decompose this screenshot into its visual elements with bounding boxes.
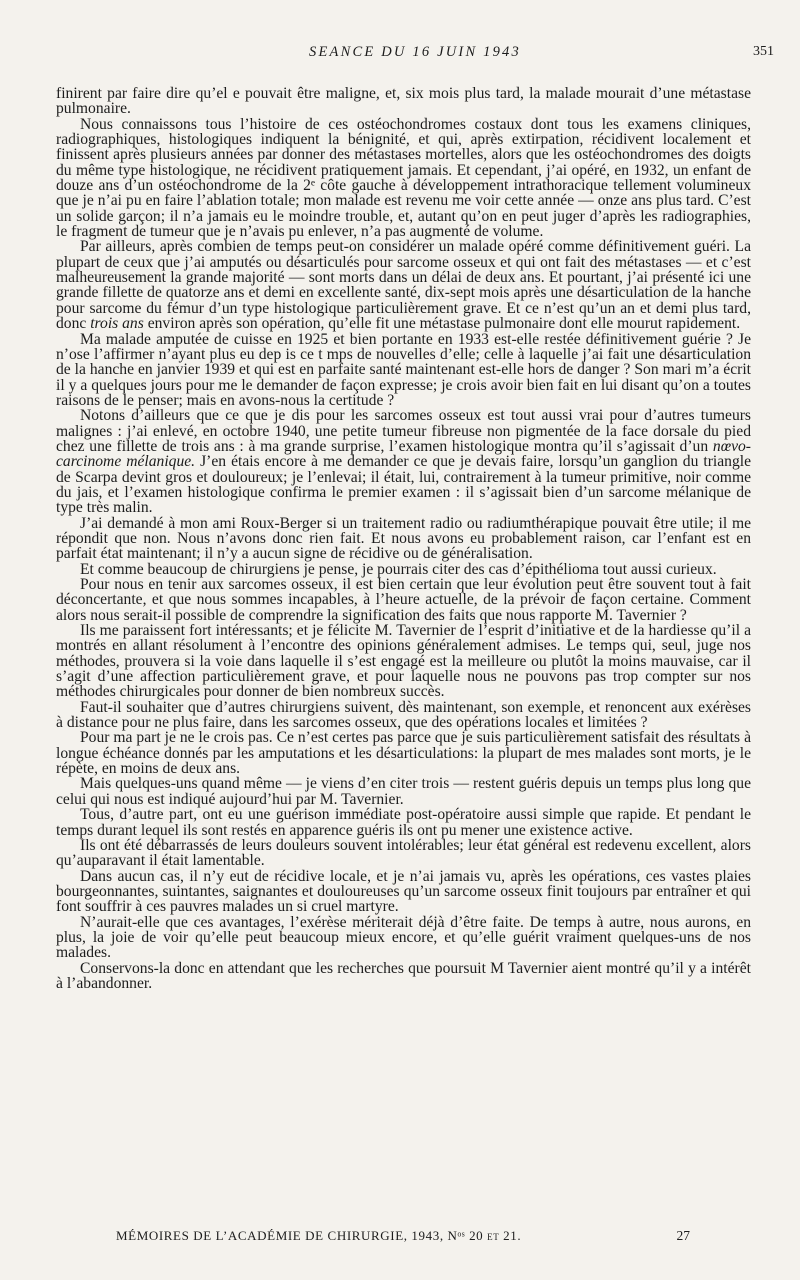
italic-emphasis: nœvo-carcinome mélanique. [56,437,751,471]
running-title: SEANCE DU 16 JUIN 1943 [309,44,521,60]
paragraph-14: Ils ont été débarrassés de leurs douleurs souvent intolérables; leur état général est redevenu excellent, alors qu’auparavant il était lamentable. [56,836,751,870]
paragraph-9: Ils me paraissent fort intéressants; et je félicite M. Tavernier de l’esprit d’initiative et de la hardiesse qu’il a montrés en allant résolument à l’encontre des opinions généralement admises. Le temps qui, seul, juge nos méthodes, prouvera si la voie dans laquelle il s’est engagé est la meilleure ou plutôt la moins mauvaise, car il s’agit d’une affection particulièrement grave, et pour laquelle nous ne pouvons pas trop compter sur nos méthodes chirurgicales pour donner de bien nombreux succès. [56,622,751,701]
paragraph-16: N’aurait-elle que ces avantages, l’exérèse mériterait déjà d’être faite. De temps à autre, nous aurons, en plus, la joie de voir qu’elle peut beaucoup mieux encore, et qu’elle guérit vraiment quelques-uns de nos malades. [56,913,751,962]
paragraph-7: Et comme beaucoup de chirurgiens je pense, je pourrais citer des cas d’épithélioma tout aussi curieux. [80,560,717,578]
signature-mark: 27 [676,1228,690,1243]
paragraph-6: J’ai demandé à mon ami Roux-Berger si un traitement radio ou radiumthérapique pouvait être utile; il me répondit que non. Nous n’avons donc rien fait. Et nous avons eu probablement raison, car l’enfant est en parfait état maintenant; il n’y a aucun signe de récidive ou de généralisation. [56,514,751,563]
italic-emphasis: trois ans [90,315,144,333]
paragraph-2: Nous connaissons tous l’histoire de ces ostéochondromes costaux dont tous les examens cliniques, radiographiques, histologiques indiquent la bénignité, et qui, après extirpation, récidivent localement et finissent après plusieurs années par donner des métastases mortelles, alors que les ostéochondromes des doigts du même type histologique, ne récidivent pratiquement jamais. Et cependant, j’ai opéré, en 1932, un enfant de douze ans d’un ostéochondrome de la 2ᵉ côte gauche à développement intrathoracique tellement volumineux que je n’ai pu en faire l’ablation totale; mon malade est revenu me voir cette année — onze ans plus tard. C’est un solide garçon; il n’a jamais eu le moindre trouble, et, autant qu’on en peut juger d’après les radiographies, le fragment de tumeur que je n’avais pu enlever, n’a pas augmenté de volume. [56,115,751,241]
paragraph-8: Pour nous en tenir aux sarcomes osseux, il est bien certain que leur évolution peut être souvent tout à fait déconcertante, et que nous sommes incapables, à l’heure actuelle, de la prévoir de façon certaine. Comment alors nous serait-il possible de comprendre la signification des faits que nous rapporte M. Tavernier ? [56,576,751,624]
paragraph-13: Tous, d’autre part, ont eu une guérison immédiate post-opératoire aussi simple que rapide. Et pendant le temps durant lequel ils sont restés en apparence guéris ils ont pu mener une existence active. [56,806,751,839]
paragraph-3: Par ailleurs, après combien de temps peut-on considérer un malade opéré comme définitivement guéri. La plupart de ceux que j’ai amputés ou désarticulés pour sarcome osseux et qui ont fait des métastases — et c’est malheureusement la grande majorité — sont morts dans un délai de deux ans. Et pourtant, j’ai présenté ici une grande fillette de quatorze ans et demi en excellente santé, dix-sept mois après une désarticulation de la hanche pour sarcome du fémur d’un type histologique particulièrement grave. Et ce n’est qu’un an et demi plus tard, donc trois ans environ après son opération, qu’elle fit une métastase pulmonaire dont elle mourut rapidement. [56,238,751,333]
page-footer [116,1228,690,1248]
paragraph-12: Mais quelques-uns quand même — je viens d’en citer trois — restent guéris depuis un temps plus long que celui qui nous est indiqué aujourd’hui par M. Tavernier. [56,775,751,808]
paragraph-17: Conservons-la donc en attendant que les recherches que poursuit M Tavernier aient montré qu’il y a intérêt à l’abandonner. [56,959,751,992]
page-number: 351 [753,44,774,59]
publication-line: MÉMOIRES DE L’ACADÉMIE DE CHIRURGIE, 1943, Nᵒˢ 20 et 21. [116,1228,522,1243]
paragraph-5: Notons d’ailleurs que ce que je dis pour les sarcomes osseux est tout aussi vrai pour d’autres tumeurs malignes : j’ai enlevé, en octobre 1940, une petite tumeur fibreuse non pigmentée de la face dorsale du pied chez une fillette de trois ans : à ma grande surprise, l’examen histologique montra qu’il s’agissait d’un nœvo-carcinome mélanique. J’en étais encore à me demander ce que je devais faire, lorsqu’un ganglion du triangle de Scarpa devint gros et douloureux; je l’enlevai; il était, lui, contrairement à la tumeur primitive, noir comme du jais, et l’examen histologique confirma le premier examen : il s’agissait bien d’un sarcome mélanique de type très malin. [56,407,751,517]
running-head [56,44,774,66]
body-text [56,86,751,991]
paragraph-1: finirent par faire dire qu’el e pouvait être maligne, et, six mois plus tard, la malade mourait d’une métastase pulmonaire. [56,85,751,118]
paragraph-10: Faut-il souhaiter que d’autres chirurgiens suivent, dès maintenant, son exemple, et renoncent aux exérèses à distance pour ne plus faire, dans les sarcomes osseux, que des opérations locales et limitées ? [56,698,751,732]
paragraph-4: Ma malade amputée de cuisse en 1925 et bien portante en 1933 est-elle restée définitivement guérie ? Je n’ose l’affirmer n’ayant plus eu dep is ce t mps de nouvelles d’elle; celle à laquelle j’ai fait une désarticulation de la hanche en janvier 1939 et qui est en parfaite santé maintenant est-elle hors de danger ? Son mari m’a écrit il y a quelques jours pour me le demander de façon expresse; je crois avoir bien fait en lui disant qu’on a toutes raisons de le penser; mais en avons-nous la certitude ? [56,330,751,409]
paragraph-11: Pour ma part je ne le crois pas. Ce n’est certes pas parce que je suis particulièrement satisfait des résultats à longue échéance donnés par les amputations et les désarticulations: la plupart de mes malades sont morts, je le répète, en moins de deux ans. [56,729,751,778]
paragraph-15: Dans aucun cas, il n’y eut de récidive locale, et je n’ai jamais vu, après les opérations, ces vastes plaies bourgeonnantes, suintantes, saignantes et douloureuses qu’un sarcome osseux finit toujours par entraîner et qui font souffrir à ces pauvres malades un si cruel martyre. [56,867,751,916]
